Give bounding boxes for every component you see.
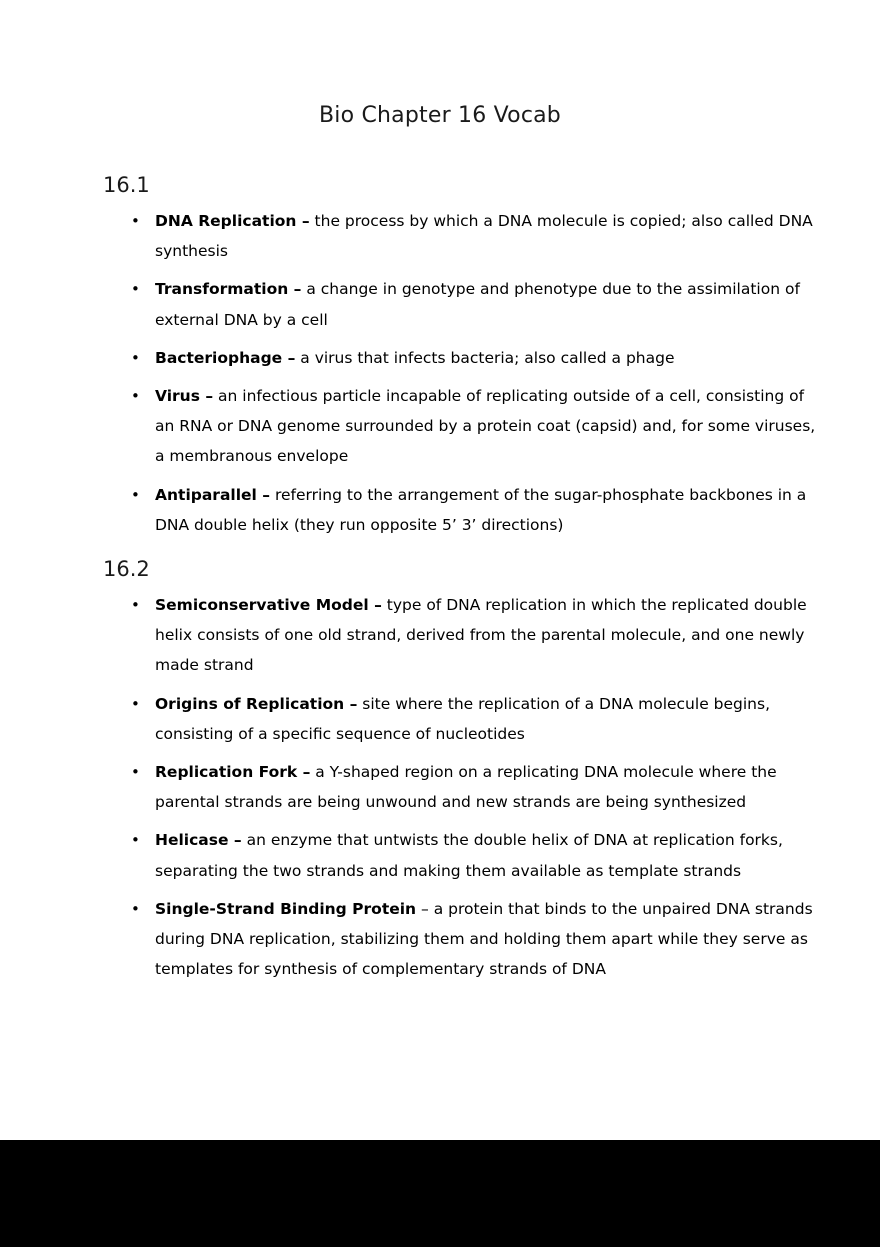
section-16-2	[0, 540, 880, 984]
list-item	[103, 343, 827, 373]
term-label: Semiconservative Model –	[155, 596, 382, 615]
bullet-icon: •	[131, 694, 140, 713]
term-label: Bacteriophage –	[155, 348, 296, 367]
term-definition: – a protein that binds to the unpaired DNA strands during DNA replication, stabilizing them and holding them apart while they serve as templates for synthesis of complementary strands of DNA	[155, 899, 813, 979]
bullet-icon: •	[131, 485, 140, 504]
term-label: DNA Replication –	[155, 212, 310, 230]
term-definition: type of DNA replication in which the replicated double helix consists of one old strand, derived from the parental molecule, and one newly made strand	[155, 596, 807, 675]
list-item	[103, 480, 827, 540]
section-16-1	[0, 128, 880, 540]
term-label: Origins of Replication –	[155, 694, 358, 713]
bullet-icon: •	[131, 596, 140, 615]
bullet-icon: •	[131, 387, 140, 406]
term-list-16-1	[0, 206, 880, 540]
term-label: Single-Strand Binding Protein	[155, 899, 417, 918]
term-definition: the process by which a DNA molecule is copied; also called DNA synthesis	[155, 212, 813, 261]
list-item	[103, 825, 827, 885]
term-definition: a Y-shaped region on a replicating DNA molecule where the parental strands are being unwound and new strands are being synthesized	[155, 763, 777, 812]
bullet-icon: •	[131, 280, 140, 299]
term-definition: an enzyme that untwists the double helix of DNA at replication forks, separating the two strands and making them available as template strands	[155, 831, 783, 880]
term-list-16-2	[0, 590, 880, 984]
bullet-icon: •	[131, 212, 140, 230]
term-label: Replication Fork –	[155, 763, 311, 782]
bullet-icon: •	[131, 348, 140, 367]
term-definition: an infectious particle incapable of replicating outside of a cell, consisting of an RNA or DNA genome surrounded by a protein coat (capsid) and, for some viruses, a membranous envelope	[155, 387, 816, 466]
term-definition: a change in genotype and phenotype due to the assimilation of external DNA by a cell	[155, 280, 800, 329]
list-item	[103, 206, 827, 266]
term-label: Transformation –	[155, 280, 302, 299]
list-item	[103, 274, 827, 334]
page-title: Bio Chapter 16 Vocab	[319, 103, 561, 128]
bullet-icon: •	[131, 899, 140, 918]
bullet-icon: •	[131, 831, 140, 850]
list-item	[103, 381, 827, 472]
list-item	[103, 689, 827, 749]
term-definition: referring to the arrangement of the sugar-phosphate backbones in a DNA double helix (they run opposite 5’ 3’ directions)	[155, 485, 807, 534]
section-heading-16-1: 16.1	[103, 173, 150, 197]
term-label: Antiparallel –	[155, 485, 271, 504]
term-definition: a virus that infects bacteria; also called a phage	[295, 348, 675, 367]
bullet-icon: •	[131, 763, 140, 782]
term-definition: site where the replication of a DNA molecule begins, consisting of a specific sequence of nucleotides	[155, 694, 771, 743]
list-item	[103, 894, 827, 985]
section-heading-16-2: 16.2	[103, 557, 150, 582]
term-label: Virus –	[155, 387, 214, 406]
page-bottom-bar	[0, 1140, 880, 1247]
term-label: Helicase –	[155, 831, 242, 850]
list-item	[103, 757, 827, 817]
list-item	[103, 590, 827, 681]
